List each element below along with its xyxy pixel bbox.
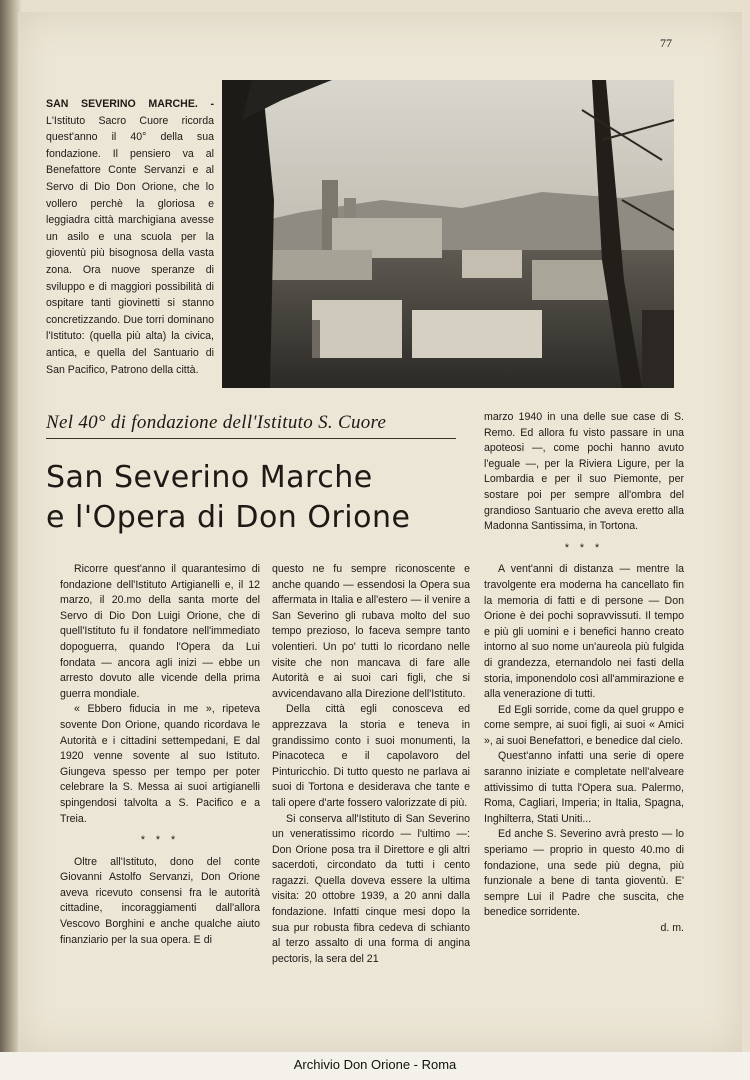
photo-san-severino-panorama	[222, 80, 674, 388]
paragraph: « Ebbero fiducia in me », ripeteva sovente Don Orione, quando ricordava le Autorità e i cittadini settempedani, E dal 1920 venne sovente al suo Istituto. Giungeva spesso per tempo per poter celebrare la S. Messa ai suoi artigianelli spingendosi talvolta a S. Pacifico e a Treia.	[60, 703, 260, 825]
article-column-3	[484, 410, 684, 937]
paragraph: Ed anche S. Severino avrà presto — lo speriamo — proprio in questo 40.mo di fondazione, una sede più degna, più funzionale a bene di tanta gioventù. E' sempre Lui il Padre che suscita, che benedice sorridente.	[484, 828, 684, 919]
photo-caption	[46, 96, 214, 378]
article-kicker: Nel 40° di fondazione dell'Istituto S. Cuore	[46, 412, 387, 433]
footer-label: Archivio Don Orione - Roma	[293, 1057, 457, 1072]
paragraph: Quest'anno infatti una serie di opere saranno iniziate e completate nell'alveare attivissimo di tutta l'Opera sua. Palermo, Roma, Cagliari, Imperia; in Italia, Spagna, Inghilterra, Stati Uniti...	[484, 750, 684, 825]
page-number: 77	[660, 36, 672, 50]
section-separator: * * *	[564, 541, 604, 554]
paragraph: Oltre all'Istituto, dono del conte Giovanni Astolfo Servanzi, Don Orione aveva ricevuto consensi fra le autorità cittadine, incoraggiamenti dall'allora Vescovo Borghini e anche qualche aiuto finanziario per la sua opera. E di	[60, 855, 260, 946]
title-line-2: e l'Opera di Don Orione	[46, 500, 411, 535]
paragraph: Della città egli conosceva ed apprezzava la storia e teneva in grandissimo conto i suoi monumenti, la Pinacoteca e il capolavoro del Pinturicchio. Di tutto questo ne parlava ai suoi di Tortona e desiderava che tante e tali opere d'arte fossero valorizzate di più.	[272, 703, 470, 809]
section-separator: * * *	[140, 834, 180, 847]
paragraph: questo ne fu sempre riconoscente e anche quando — essendosi la Opera sua affermata in Italia e all'estero — il venire a San Severino gli rubava molto del suo tempo prezioso, lo faceva sempre tanto volentieri. Un po' tutti lo ricordano nelle visite che non mancava di fare alle Autorità e ai suoi cari figli, che si avvicendavano alla Direzione dell'Istituto.	[272, 563, 470, 700]
paragraph: Ricorre quest'anno il quarantesimo di fondazione dell'Istituto Artigianelli e, il 12 marzo, il 20.mo della santa morte del Servo di Dio Don Luigi Orione, che di quell'Istituto fu il fondatore nell'immediato dopoguerra, quando l'Opera da Lui fondata — ancora agli inizi — ebbe un arresto dovuto alle vicende della prima guerra mondiale.	[60, 563, 260, 700]
article-column-1	[60, 562, 260, 948]
article-title	[46, 458, 476, 538]
archive-footer	[0, 1052, 750, 1080]
article-column-2	[272, 562, 470, 967]
caption-heading: SAN SEVERINO MARCHE. -	[46, 98, 214, 110]
paragraph: A vent'anni di distanza — mentre la travolgente era moderna ha cancellato fin la memoria di fatti e di persone — Don Orione è dei pochi sopravvissuti. Il tempo e più gli uomini e i benefici hanno creato intorno al suo nome un'aureola più fulgida di grandezza, eternandolo nei fasti della storia, imponendolo così all'ammirazione e alla venerazione di tutti.	[484, 563, 684, 701]
town-photo	[222, 80, 674, 388]
title-line-1: San Severino Marche	[46, 460, 373, 495]
paragraph: Ed Egli sorride, come da quel gruppo e come sempre, ai suoi figli, ai suoi « Amici », ai suoi Benefattori, e benedice dal cielo.	[484, 703, 684, 747]
caption-text: L'Istituto Sacro Cuore ricorda quest'anno il 40° della sua fondazione. Il pensiero va al Benefattore Conte Servanzi e al Servo di Dio Don Orione, che lo vollero perchè la gloriosa e leggiadra città marchigiana avesse un asilo e una scuola per la gioventù più bisognosa della vasta zona. Ora nuove speranze di sviluppo e di maggiori possibilità di ospitare tanti giovinetti si stanno concretizzando. Due torri dominano l'Istituto: (quella più alta) la civica, antica, e quella del Santuario di San Pacifico, Patrono della città.	[46, 114, 214, 376]
paragraph: marzo 1940 in una delle sue case di S. Remo. Ed allora fu visto passare in una apoteosi —, come pochi hanno avuto l'eguale —, per la Riviera Ligure, per la Lombardia e per il suo Piemonte, per sostare poi per sempre all'ombra del grandioso Santuario che aveva eretto alla Madonna Santissima, in Tortona.	[484, 411, 684, 533]
paragraph: Si conserva all'Istituto di San Severino un veneratissimo ricordo — l'ultimo —: Don Orione posa tra il Direttore e gli altri sacerdoti, circondato da tutti i cento ragazzi. Quella doveva essere la ultima visita: 20 ottobre 1939, a 20 anni dalla fondazione. Infatti cinque mesi dopo la sua pur robusta fibra cedeva di schianto al terzo assalto di una forma di angina pectoris, la sera del 21	[272, 812, 470, 965]
author-signature: d. m.	[660, 922, 684, 934]
kicker-underline	[46, 438, 456, 439]
